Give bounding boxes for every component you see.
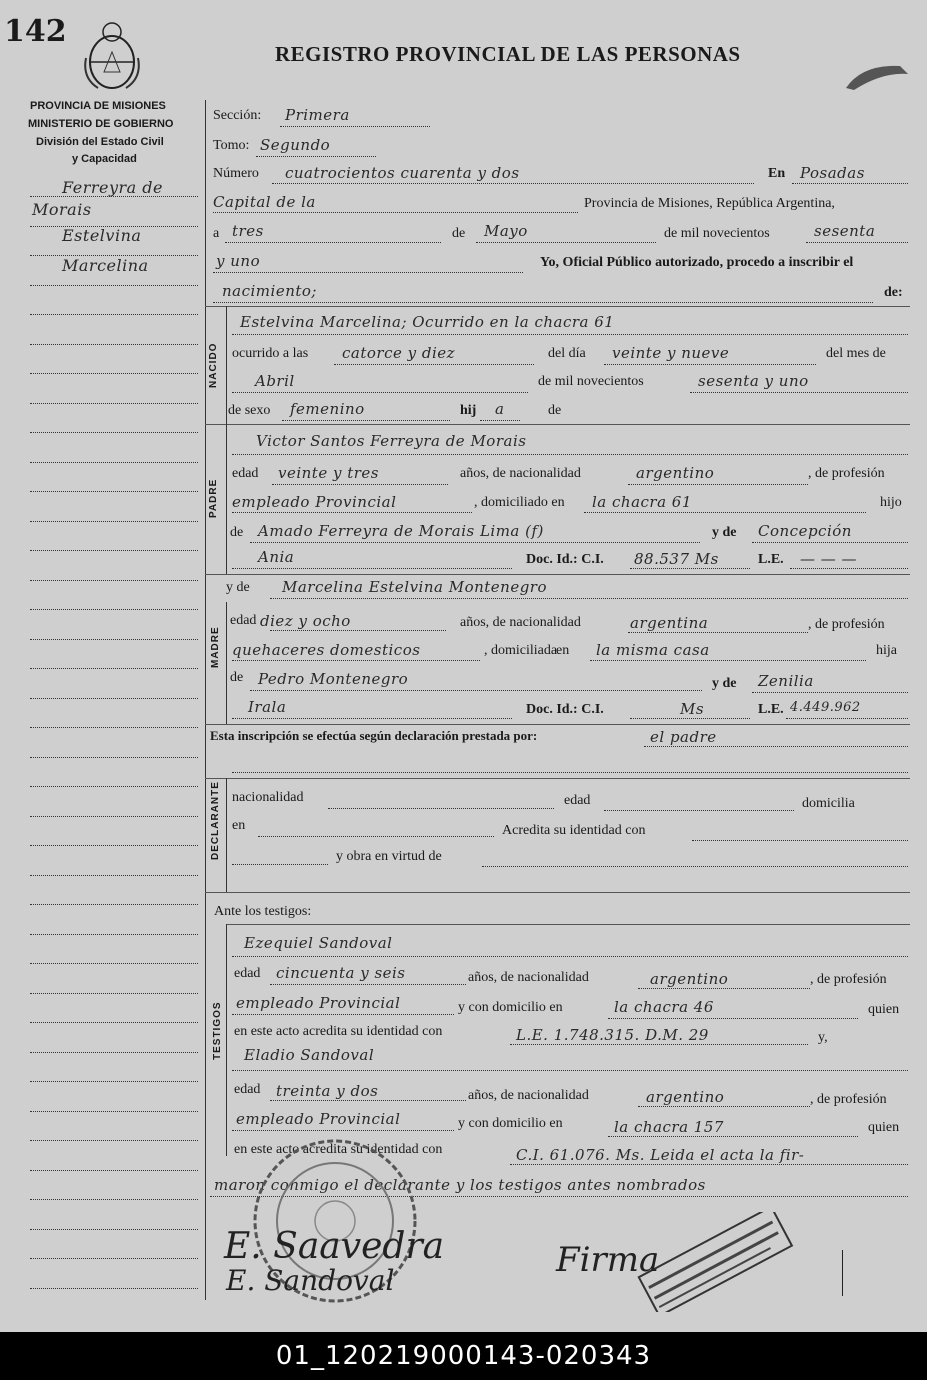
testigo2-edad: treinta y dos [276, 1082, 379, 1100]
testigo1-doc: L.E. 1.748.315. D.M. 29 [516, 1026, 709, 1044]
madre-le-label: L.E. [758, 702, 784, 717]
padre-prof-value: empleado Provincial [232, 493, 397, 511]
capital-value: Capital de la [213, 193, 316, 211]
madre-hija-label: hija [876, 643, 897, 658]
ante-testigos-label: Ante los testigos: [214, 904, 312, 919]
madre-prof-label: , de profesión [808, 617, 885, 632]
margin-ruled-line [30, 875, 198, 876]
testigo2-nac: argentino [646, 1088, 725, 1106]
padre-le-label: L.E. [758, 552, 784, 567]
oficial-text: Yo, Oficial Público autorizado, procedo a inscribir el [540, 255, 854, 270]
padre-hijo-label: hijo [880, 495, 902, 510]
declarante-obra-label: y obra en virtud de [336, 849, 442, 864]
declarante-en-label: en [232, 818, 246, 833]
seccion-label: Sección: [213, 108, 262, 123]
margin-ruled-line [30, 314, 198, 315]
sexo-value: femenino [290, 400, 365, 418]
margin-ruled-line [30, 373, 198, 374]
declarante-acredita-label: Acredita su identidad con [502, 823, 646, 838]
org-line-2: MINISTERIO DE GOBIERNO [28, 118, 174, 130]
madre-edad-label: edad [230, 613, 257, 628]
org-line-3: División del Estado Civil [36, 136, 164, 148]
margin-ruled-line [30, 1229, 198, 1230]
anio-prefix: de mil novecientos [664, 226, 770, 241]
madre-edad-value: diez y ocho [260, 612, 351, 630]
margin-ruled-line [30, 580, 198, 581]
margin-ruled-line [30, 403, 198, 404]
declarante-dom-label: domicilia [802, 796, 855, 811]
madre-dom-value: la misma casa [596, 641, 710, 659]
margin-ruled-line [30, 609, 198, 610]
margin-ruled-line [30, 668, 198, 669]
acto-value: nacimiento; [222, 282, 317, 300]
madre-doc-label: Doc. Id.: C.I. [526, 702, 604, 717]
tomo-label: Tomo: [213, 138, 250, 153]
padre-section-label: PADRE [208, 478, 219, 518]
anio-value-2: y uno [216, 252, 261, 270]
margin-ruled-line [30, 1199, 198, 1200]
acto-de-label: de: [884, 285, 903, 300]
coat-of-arms-emblem [80, 18, 144, 94]
margin-ruled-line [30, 698, 198, 699]
margin-ruled-line [30, 934, 198, 935]
margin-ruled-line [30, 1022, 198, 1023]
margin-ruled-line [30, 1052, 198, 1053]
madre-abuelo-value: Pedro Montenegro [258, 670, 409, 688]
numero-label: Número [213, 166, 259, 181]
padre-le-value: — — — [800, 550, 858, 568]
margin-ruled-line [30, 432, 198, 433]
stamp-mark [842, 58, 916, 94]
margin-ruled-line [30, 344, 198, 345]
madre-en-label: en [556, 643, 570, 658]
document-title: REGISTRO PROVINCIAL DE LAS PERSONAS [275, 42, 741, 66]
inscripcion-value: el padre [650, 728, 717, 746]
testigo1-nombre: Ezequiel Sandoval [244, 934, 393, 952]
anio-value-1: sesenta [814, 222, 876, 240]
margin-ruled-line [30, 963, 198, 964]
fecha-mes-value: Mayo [484, 222, 528, 240]
margin-ruled-line [30, 1288, 198, 1289]
nacido-anio-value: sesenta y uno [698, 372, 809, 390]
signature-3: Firma [556, 1240, 660, 1280]
testigo2-dom-label: y con domicilio en [458, 1116, 563, 1131]
testigo2-prof: empleado Provincial [236, 1110, 401, 1128]
org-line-1: PROVINCIA DE MISIONES [30, 100, 166, 112]
en-label: En [768, 166, 786, 181]
margin-note-line-1: Ferreyra de [62, 178, 163, 197]
testigo1-nac-label: años, de nacionalidad [468, 970, 589, 985]
margin-ruled-line [30, 845, 198, 846]
padre-doc-label: Doc. Id.: C.I. [526, 552, 604, 567]
nacido-anio-label: de mil novecientos [538, 374, 644, 389]
margin-ruled-line [30, 1140, 198, 1141]
testigo2-prof-label: , de profesión [810, 1092, 887, 1107]
margin-ruled-line [30, 786, 198, 787]
testigo1-edad-label: edad [234, 966, 261, 981]
declarante-section-label: DECLARANTE [210, 781, 221, 860]
provincia-text: Provincia de Misiones, República Argentina, [584, 196, 835, 211]
org-line-4: y Capacidad [72, 153, 137, 165]
declarante-nac-label: nacionalidad [232, 790, 304, 805]
nacido-section-label: NACIDO [208, 342, 219, 388]
mes-label: del mes de [826, 346, 886, 361]
madre-section-label: MADRE [210, 626, 221, 668]
madre-abuela-value-2: Irala [248, 698, 287, 716]
padre-de-label: de [230, 525, 244, 540]
madre-nac-label: años, de nacionalidad [460, 615, 581, 630]
margin-ruled-line [30, 491, 198, 492]
testigos-section-label: TESTIGOS [212, 1001, 223, 1060]
madre-doc-value: Ms [680, 700, 705, 718]
madre-dom-label: , domiciliada [484, 643, 558, 658]
padre-abuela-value-1: Concepción [758, 522, 852, 540]
hora-value: catorce y diez [342, 344, 456, 362]
testigo2-edad-label: edad [234, 1082, 261, 1097]
padre-abuelo-value: Amado Ferreyra de Morais Lima (f) [258, 522, 544, 540]
inscripcion-text: Esta inscripción se efectúa según declaración prestada por: [210, 728, 538, 743]
page-number: 142 [4, 14, 67, 49]
margin-note-line-4: Marcelina [62, 256, 149, 275]
nacido-dia-value: veinte y nueve [612, 344, 730, 362]
margin-ruled-line [30, 993, 198, 994]
padre-prof-label: , de profesión [808, 466, 885, 481]
padre-nombre-value: Victor Santos Ferreyra de Morais [256, 432, 527, 450]
margin-ruled-line [30, 727, 198, 728]
hij-label: hij [460, 403, 477, 418]
margin-ruled-line [30, 521, 198, 522]
testigo1-quien-label: quien [868, 1002, 900, 1017]
padre-edad-value: veinte y tres [278, 464, 379, 482]
nacido-mes-value: Abril [255, 372, 295, 390]
padre-y-de-label: y de [712, 525, 737, 540]
margin-note-line-2: Morais [32, 200, 92, 219]
testigo1-prof: empleado Provincial [236, 994, 401, 1012]
fecha-a-label: a [213, 226, 220, 241]
padre-doc-value: 88.537 Ms [634, 550, 719, 568]
tomo-value: Segundo [260, 136, 331, 154]
madre-nac-value: argentina [630, 614, 709, 632]
margin-ruled-line [30, 1258, 198, 1259]
testigo2-nombre: Eladio Sandoval [244, 1046, 375, 1064]
ocurrido-label: ocurrido a las [232, 346, 309, 361]
padre-abuela-value-2: Ania [258, 548, 295, 566]
nacido-de-label: de [548, 403, 562, 418]
margin-ruled-line [30, 904, 198, 905]
padre-edad-label: edad [232, 466, 259, 481]
en-value: Posadas [800, 164, 865, 182]
numero-value: cuatrocientos cuarenta y dos [285, 164, 520, 182]
testigo2-dom: la chacra 157 [614, 1118, 724, 1136]
madre-y-de2-label: y de [712, 676, 737, 691]
file-id-strip [0, 1332, 927, 1380]
testigo1-acredita-label: en este acto acredita su identidad con [234, 1024, 443, 1039]
nacido-nombre-value: Estelvina Marcelina; Ocurrido en la chacra 61 [240, 313, 615, 331]
madre-y-de-label: y de [226, 580, 250, 595]
testigo1-prof-label: , de profesión [810, 972, 887, 987]
seccion-value: Primera [285, 106, 350, 124]
margin-ruled-line [30, 816, 198, 817]
madre-prof-value: quehaceres domesticos [232, 641, 421, 659]
margin-ruled-line [30, 1081, 198, 1082]
testigo1-edad: cincuenta y seis [276, 964, 406, 982]
testigo1-y: y, [818, 1030, 828, 1045]
margin-ruled-line [30, 757, 198, 758]
margin-ruled-line [30, 639, 198, 640]
form-left-border [205, 100, 206, 1300]
margin-ruled-line [30, 285, 198, 286]
testigo1-dom: la chacra 46 [614, 998, 714, 1016]
testigo1-dom-label: y con domicilio en [458, 1000, 563, 1015]
sexo-label: de sexo [228, 403, 271, 418]
madre-abuela-value-1: Zenilia [758, 672, 814, 690]
madre-le-value: 4.449.962 [790, 700, 861, 715]
file-id: 01_120219000143-020343 [275, 1341, 652, 1371]
madre-de-label: de [230, 670, 244, 685]
signature-1: E. Saavedra [224, 1226, 445, 1267]
padre-dom-label: , domiciliado en [474, 495, 565, 510]
margin-note-line-3: Estelvina [62, 226, 142, 245]
madre-nombre-value: Marcelina Estelvina Montenegro [282, 578, 548, 596]
testigo2-nac-label: años, de nacionalidad [468, 1088, 589, 1103]
closing-text: maron conmigo el declarante y los testigos antes nombrados [214, 1176, 706, 1194]
padre-dom-value: la chacra 61 [592, 493, 692, 511]
signature-2: E. Sandoval [226, 1264, 395, 1297]
declarante-edad-label: edad [564, 793, 591, 808]
testigo2-doc: C.I. 61.076. Ms. Leida el acta la fir- [516, 1146, 805, 1164]
testigo1-nac: argentino [650, 970, 729, 988]
margin-ruled-line [30, 1111, 198, 1112]
fecha-dia-value: tres [232, 222, 264, 240]
padre-nac-value: argentino [636, 464, 715, 482]
fecha-de-label: de [452, 226, 466, 241]
testigo2-quien-label: quien [868, 1120, 900, 1135]
testigo2-acredita-label: en este acto acredita su identidad con [234, 1142, 443, 1157]
hij-value: a [495, 400, 505, 418]
margin-ruled-line [30, 550, 198, 551]
dia-label: del día [548, 346, 586, 361]
margin-ruled-line [30, 1170, 198, 1171]
padre-nac-label: años, de nacionalidad [460, 466, 581, 481]
margin-ruled-line [30, 462, 198, 463]
